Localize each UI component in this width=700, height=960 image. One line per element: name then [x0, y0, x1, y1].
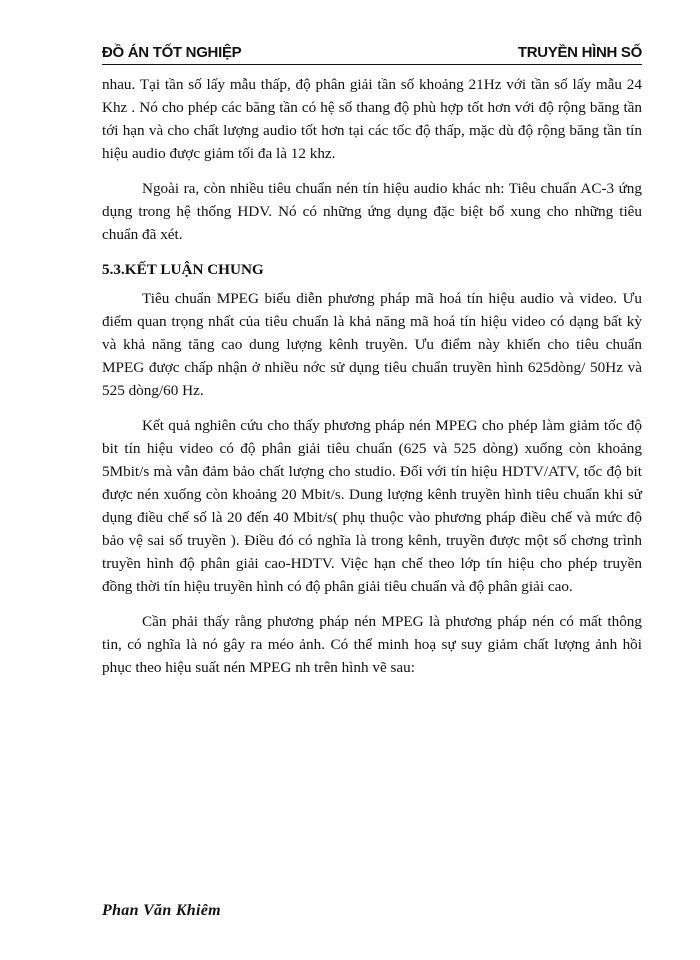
paragraph-mpeg-overview: Tiêu chuẩn MPEG biểu diễn phương pháp mã hoá tín hiệu audio và video. Ưu điểm quan trọng nhất của tiêu chuẩn là khả năng mã hoá tín hiệu video có dạng bất kỳ và khả năng tăng cao dung lượng kênh truyền. Ưu điểm này khiến cho tiêu chuẩn MPEG được chấp nhận ở nhiều nớc sử dụng tiêu chuẩn truyền hình 625dòng/ 50Hz và 525 dòng/60 Hz. — [102, 290, 642, 399]
page-body — [102, 73, 642, 691]
section-heading: 5.3.KẾT LUẬN CHUNG — [102, 261, 264, 278]
header-document-topic: TRUYỀN HÌNH SỐ — [517, 44, 642, 61]
paragraph-other-standards: Ngoài ra, còn nhiều tiêu chuẩn nén tín hiệu audio khác nh: Tiêu chuẩn AC-3 ứng dụng trong hệ thống HDV. Nó có những ứng dụng đặc biệt bổ xung cho những tiêu chuẩn đã xét. — [102, 180, 642, 243]
header-document-type: ĐỒ ÁN TỐT NGHIỆP — [102, 44, 242, 61]
page-header — [102, 42, 642, 65]
paragraph-continuation: nhau. Tại tần số lấy mẫu thấp, độ phân giải tần số khoảng 21Hz với tần số lấy mẫu 24 Khz . Nó cho phép các băng tần có hệ số thang độ phù hợp tốt hơn với độ rộng băng tần tới hạn và cho chất lượng audio tốt hơn tại các tốc độ thấp, mặc dù độ rộng băng tần tín hiệu audio được giảm tối đa là 12 khz. — [102, 76, 642, 162]
paragraph-lossy-compression: Cần phải thấy rằng phương pháp nén MPEG là phương pháp nén có mất thông tin, có nghĩa là nó gây ra méo ảnh. Có thể minh hoạ sự suy giảm chất lượng ảnh hồi phục theo hiệu suất nén MPEG nh trên hình vẽ sau: — [102, 613, 642, 676]
author-signature: Phan Văn Khiêm — [102, 902, 221, 919]
paragraph-research-results: Kết quả nghiên cứu cho thấy phương pháp nén MPEG cho phép làm giảm tốc độ bit tín hiệu video có độ phân giải tiêu chuẩn (625 và 525 dòng) xuống còn khoảng 5Mbit/s mà vẫn đảm bảo chất lượng cho studio. Đối với tín hiệu HDTV/ATV, tốc độ bit được nén xuống còn khoảng 20 Mbit/s. Dung lượng kênh truyền hình tiêu chuẩn khi sử dụng điều chế số là 20 đến 40 Mbit/s( phụ thuộc vào phương pháp điều chế và mức độ bảo vệ sai số truyền ). Điều đó có nghĩa là trong kênh, truyền được một số chơng trình truyền hình độ phân giải cao-HDTV. Việc hạn chế theo lớp tín hiệu cho phép truyền đồng thời tín hiệu truyền hình có độ phân giải tiêu chuẩn và độ phân giải cao. — [102, 417, 642, 595]
